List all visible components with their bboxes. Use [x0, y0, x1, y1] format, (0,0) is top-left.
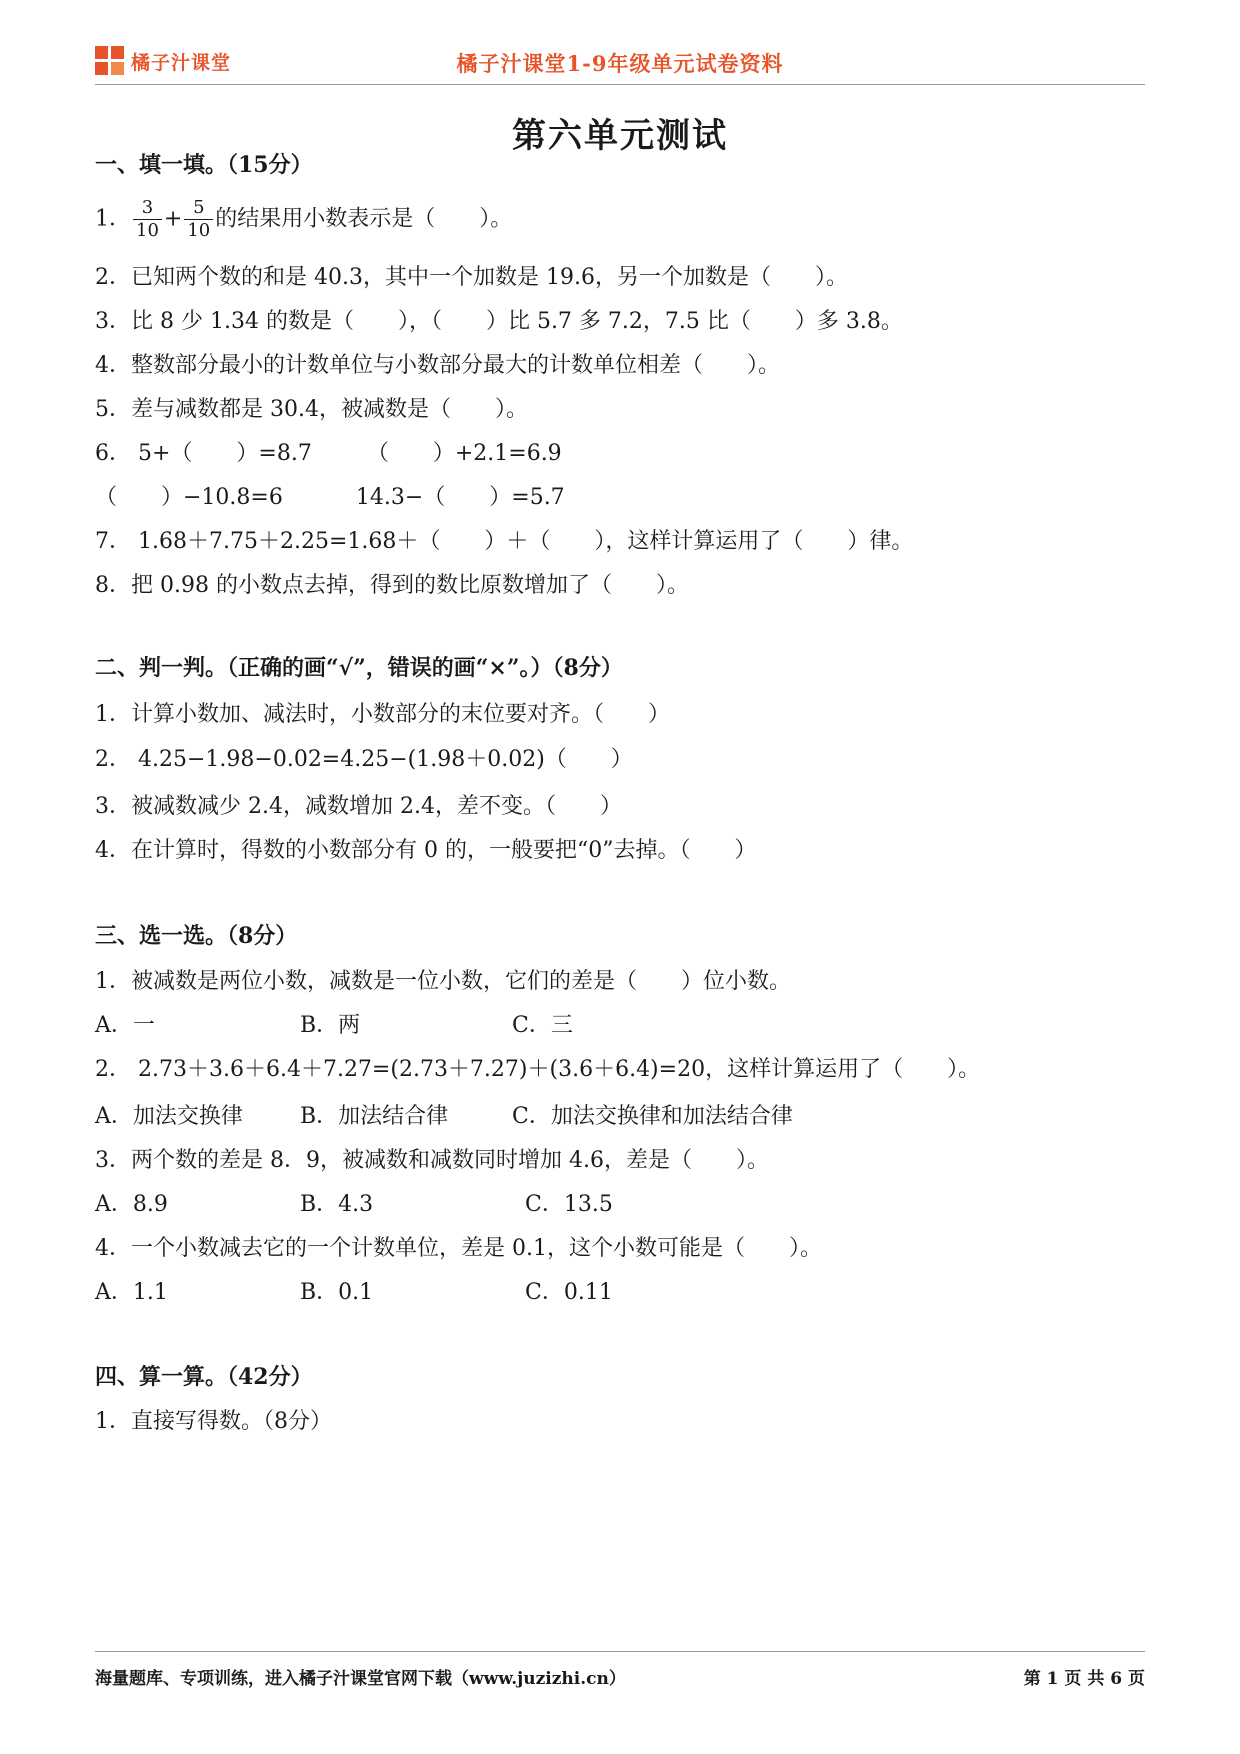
- option-3-2-a: A．加法交换律: [95, 1104, 243, 1129]
- option-3-1-c: C．三: [512, 1013, 573, 1038]
- question-2-3: 3．被减数减少 2.4，减数增加 2.4，差不变。（ ）: [95, 794, 622, 819]
- page-number: 第 1 页 共 6 页: [1023, 1669, 1145, 1689]
- question-3-1: 1．被减数是两位小数，减数是一位小数，它们的差是（ ）位小数。: [95, 969, 791, 994]
- option-3-1-b: B．两: [300, 1013, 361, 1038]
- question-1-6b: （ ）−10.8=6 14.3−（ ）=5.7: [95, 485, 565, 510]
- question-3-2: 2． 2.73＋3.6＋6.4＋7.27=(2.73＋7.27)＋(3.6＋6.4)=20，这样计算运用了（ ）。: [95, 1057, 981, 1082]
- option-3-4-c: C．0.11: [525, 1280, 613, 1305]
- option-3-1-a: A．一: [95, 1013, 155, 1038]
- option-3-3-a: A．8.9: [95, 1192, 168, 1217]
- question-1-2: 2．已知两个数的和是 40.3，其中一个加数是 19.6，另一个加数是（ ）。: [95, 265, 848, 290]
- question-3-4: 4．一个小数减去它的一个计数单位，差是 0.1，这个小数可能是（ ）。: [95, 1236, 822, 1261]
- header-title: 橘子汁课堂1-9年级单元试卷资料: [456, 51, 784, 76]
- section-heading-judge: 二、判一判。（正确的画“√”，错误的画“×”。）（8分）: [95, 655, 623, 681]
- section-heading-choose: 三、选一选。（8分）: [95, 923, 298, 949]
- question-1-6a: 6． 5+（ ）=8.7 （ ）+2.1=6.9: [95, 441, 562, 466]
- section-heading-calculate: 四、算一算。（42分）: [95, 1364, 313, 1390]
- question-2-2: 2． 4.25−1.98−0.02=4.25−(1.98＋0.02)（ ）: [95, 747, 633, 772]
- fraction: $\frac{5}{10}$: [184, 197, 213, 242]
- question-4-1: 1．直接写得数。（8分）: [95, 1409, 332, 1434]
- page-header: [95, 40, 1145, 85]
- option-3-3-b: B．4.3: [300, 1192, 374, 1217]
- fraction: $\frac{3}{10}$: [133, 197, 162, 242]
- option-3-4-a: A．1.1: [95, 1280, 168, 1305]
- option-3-4-b: B．0.1: [300, 1280, 374, 1305]
- question-1-3: 3．比 8 少 1.34 的数是（ ），（ ）比 5.7 多 7.2，7.5 比（ ）多 3.8。: [95, 309, 903, 334]
- question-1-5: 5．差与减数都是 30.4，被减数是（ ）。: [95, 397, 528, 422]
- question-1-7: 7． 1.68＋7.75＋2.25=1.68＋（ ）＋（ ），这样计算运用了（ ）律。: [95, 529, 914, 554]
- question-3-3: 3．两个数的差是 8．9，被减数和减数同时增加 4.6，差是（ ）。: [95, 1148, 769, 1173]
- logo-text: 橘子汁课堂: [131, 51, 232, 74]
- option-3-3-c: C．13.5: [525, 1192, 613, 1217]
- question-2-4: 4．在计算时，得数的小数部分有 0 的，一般要把“0”去掉。（ ）: [95, 838, 757, 863]
- option-3-2-b: B．加法结合律: [300, 1104, 449, 1129]
- question-1-1: 1． $\frac{3}{10}$ + $\frac{5}{10}$ 的结果用小数表示是（ ）。: [95, 197, 513, 241]
- option-3-2-c: C．加法交换律和加法结合律: [512, 1104, 793, 1129]
- section-heading-fill: 一、填一填。（15分）: [95, 152, 313, 178]
- question-1-4: 4．整数部分最小的计数单位与小数部分最大的计数单位相差（ ）。: [95, 353, 780, 378]
- question-1-8: 8．把 0.98 的小数点去掉，得到的数比原数增加了（ ）。: [95, 573, 689, 598]
- question-2-1: 1．计算小数加、减法时，小数部分的末位要对齐。（ ）: [95, 702, 670, 727]
- page-footer: [95, 1651, 1145, 1689]
- page-title: 第六单元测试: [512, 116, 728, 156]
- footer-note: 海量题库、专项训练，进入橘子汁课堂官网下载（www.juzizhi.cn）: [95, 1669, 626, 1689]
